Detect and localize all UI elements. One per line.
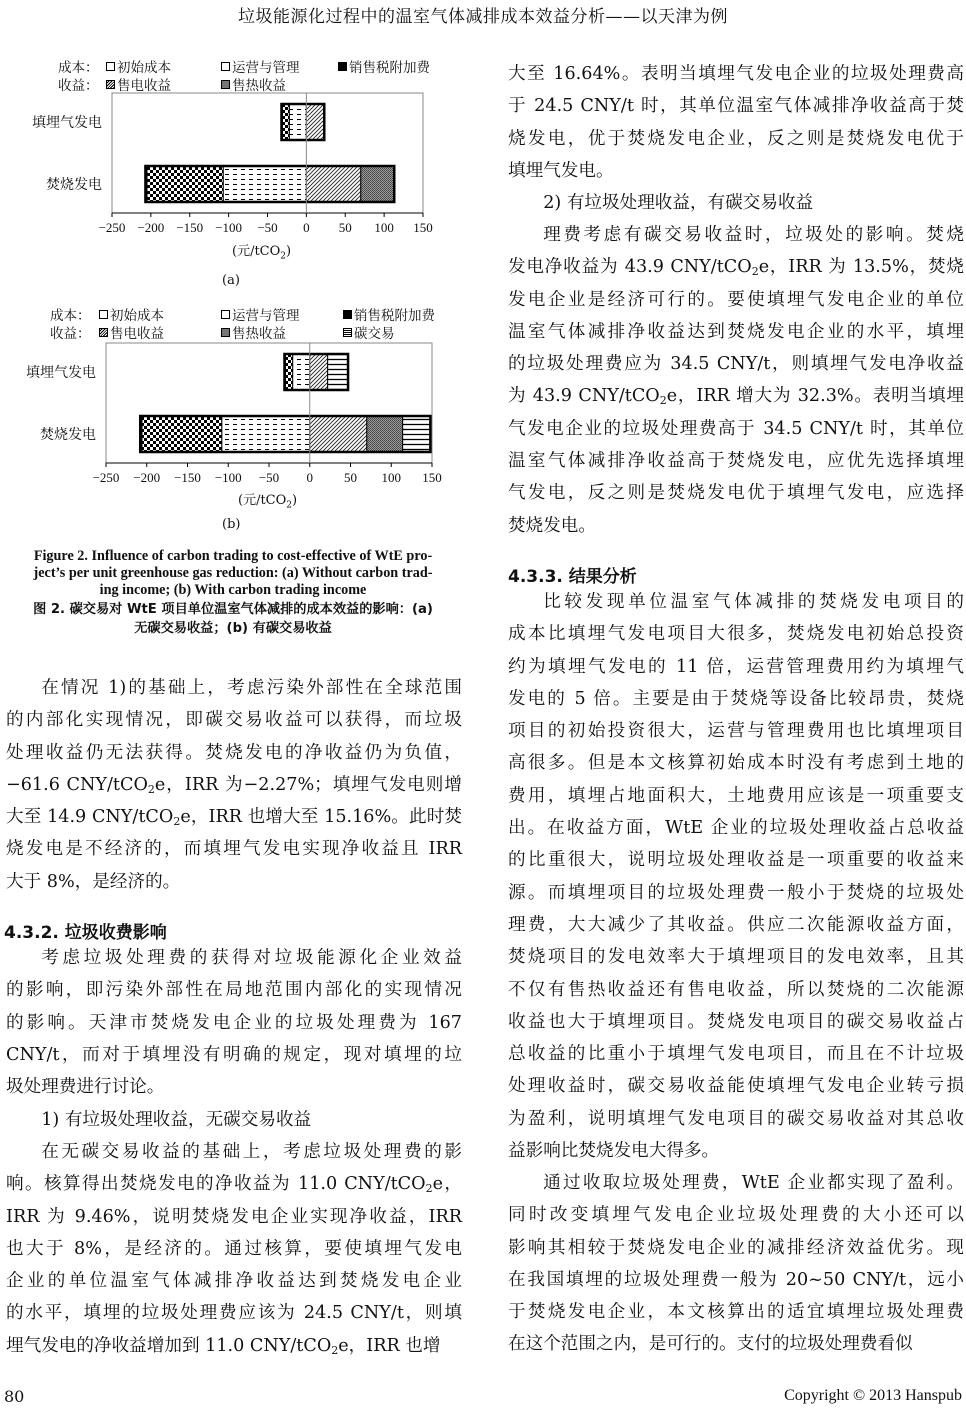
text-line: 费用，填埋占地面积大，土地费用应该是一项重要支 <box>508 785 964 806</box>
text-line: 大至 16.64%。表明当填埋气发电企业的垃圾处理费高 <box>508 64 964 84</box>
text-line: 气发电企业的垃圾处理费高于 34.5 CNY/t 时，其单位 <box>508 418 964 439</box>
bar-segment <box>142 416 222 452</box>
text-line: 的水平，填埋的垃圾处理费应该为 24.5 CNY/t，则填 <box>6 1303 462 1324</box>
text-line: 埋气发电的净收益增加到 11.0 CNY/tCO$_2$e，IRR 也增 <box>6 1335 441 1357</box>
figure-caption-english: Figure 2. Influence of carbon trading to cost-effective of WtE pro- ject’s per unit greenhouse gas reduction: (a) Without carbon trad- ing income; (b) With carbon trading income <box>33 548 433 598</box>
swatch-solid-icon <box>343 310 352 319</box>
text-line: 总收益的比重小于填埋气发电项目，而且在不计垃圾 <box>508 1044 964 1065</box>
bar-segment <box>328 354 348 390</box>
text-line: −61.6 CNY/tCO$_2$e，IRR 为−2.27%；填埋气发电则增 <box>6 774 462 796</box>
bar-segment <box>223 166 306 202</box>
category-label: 焚烧发电 <box>46 177 102 193</box>
legend-item-sales-tax: 销售税附加费 <box>338 56 430 76</box>
legend-cost-label: 成本： <box>50 308 91 324</box>
x-tick-label: 100 <box>381 470 401 485</box>
text-line: 1) 有垃圾处理收益，无碳交易收益 <box>41 1110 312 1130</box>
text-line: 的影响。天津市焚烧发电企业的垃圾处理费为 167 <box>6 1012 462 1033</box>
category-label: 填埋气发电 <box>26 365 96 381</box>
text-line: 烧发电，优于焚烧发电企业，反之则是焚烧发电优于 <box>508 128 964 149</box>
text-line: 通过收取垃圾处理费，WtE 企业都实现了盈利。 <box>543 1173 964 1193</box>
text-line: 发电净收益为 43.9 CNY/tCO$_2$e，IRR 为 13.5%，焚烧 <box>508 257 964 279</box>
text-line: 温室气体减排净收益高于焚烧发电，应优先选择填埋 <box>508 451 964 472</box>
bar-segment <box>306 166 360 202</box>
text-line: 发电的 5 倍。主要是由于焚烧等设备比较昂贵，焚烧 <box>508 688 964 709</box>
text-line: 项目的初始投资很大，运营与管理费用也比填埋项目 <box>508 721 964 742</box>
text-line: 影响其相较于焚烧发电企业的减排经济效益优劣。现 <box>508 1237 964 1258</box>
text-line: 的比重很大，说明垃圾处理收益是一项重要的收益来 <box>508 850 964 871</box>
swatch-diagonal-icon <box>99 328 108 337</box>
x-tick-label: 50 <box>344 470 357 485</box>
text-line: 温室气体减排净收益达到焚烧发电企业的水平，填埋 <box>508 321 964 342</box>
bar-segment <box>285 354 292 390</box>
swatch-diagonal-icon <box>106 80 115 89</box>
text-line: 发电企业是经济可行的。要使填埋气发电企业的单位 <box>508 289 964 310</box>
legend-item-om: 运营与管理 <box>221 56 300 76</box>
legend-item-initial-cost: 初始成本 <box>99 304 164 324</box>
text-line: 于 24.5 CNY/t 时，其单位温室气体减排净收益高于焚 <box>508 96 964 117</box>
x-tick-label: 150 <box>422 470 442 485</box>
legend-a <box>0 56 466 96</box>
text-line: 焚烧发电。 <box>508 515 596 536</box>
legend-b <box>0 304 466 344</box>
x-tick-label: −200 <box>137 220 165 235</box>
left-case1-title <box>6 1104 462 1136</box>
text-line: 出。在收益方面，WtE 企业的垃圾处理收益占总收益 <box>508 818 964 839</box>
category-label: 焚烧发电 <box>40 427 96 443</box>
bar-segment <box>147 166 223 202</box>
swatch-dashes-icon <box>106 62 115 71</box>
section-heading-4-3-3: 4.3.3. 结果分析 <box>508 567 637 587</box>
figure-caption-chinese: 图 2. 碳交易对 WtE 项目单位温室气体减排的成本效益的影响：(a) 无碳交易收益；(b) 有碳交易收益 <box>33 602 433 636</box>
text-line: 源。而填埋项目的垃圾处理费一般小于焚烧的垃圾处 <box>508 882 964 903</box>
bar-segment <box>293 354 310 390</box>
x-tick-label: −250 <box>92 470 120 485</box>
text-line: 大至 14.9 CNY/tCO$_2$e，IRR 也增大至 15.16%。此时焚 <box>6 807 462 829</box>
x-tick-label: −150 <box>174 470 201 485</box>
text-line: 的垃圾处理费应为 34.5 CNY/t，则填埋气发电净收益 <box>508 354 964 375</box>
swatch-dense-grey-icon <box>221 80 230 89</box>
text-line: 益影响比焚烧发电大得多。 <box>508 1141 720 1162</box>
legend-item-electricity: 售电收益 <box>106 74 171 94</box>
text-line: 填埋气发电。 <box>508 160 614 181</box>
swatch-dense-grey-icon <box>221 328 230 337</box>
text-line: 考虑垃圾处理费的获得对垃圾能源化企业效益 <box>41 948 462 968</box>
bar-segment <box>282 104 289 140</box>
subfigure-label-b: (b) <box>222 517 241 532</box>
x-tick-label: 0 <box>306 470 313 485</box>
swatch-checker-icon <box>221 62 230 71</box>
bar-segment <box>289 104 306 140</box>
text-line: 也大于 8%，是经济的。通过核算，要使填埋气发电 <box>6 1238 462 1259</box>
text-line: 圾处理费进行讨论。 <box>6 1077 165 1098</box>
text-line: CNY/t，而对于填埋没有明确的规定，现对填埋的垃 <box>6 1044 462 1065</box>
axis-unit-label-b: (元/tCO$_2$) <box>238 493 298 511</box>
text-line: 在无碳交易收益的基础上，考虑垃圾处理费的影 <box>41 1142 462 1162</box>
text-line: 2) 有垃圾处理收益，有碳交易收益 <box>543 193 814 213</box>
bar-segment <box>361 166 394 202</box>
text-line: 气发电，反之则是焚烧发电优于填埋气发电，应选择 <box>508 483 964 504</box>
legend-item-initial-cost: 初始成本 <box>106 56 171 76</box>
text-line: 在情况 1)的基础上，考虑污染外部性在全球范围 <box>41 678 462 698</box>
text-line: 焚烧项目的发电效率大于填埋项目的发电效率，且其 <box>508 947 964 968</box>
right-paragraph-results <box>508 586 964 1167</box>
text-line: 收益也大于填埋项目。焚烧发电项目的碳交易收益占 <box>508 1011 964 1032</box>
bar-segment <box>310 416 367 452</box>
text-line: 响。核算得出焚烧发电的净收益为 11.0 CNY/tCO$_2$e， <box>6 1174 462 1196</box>
text-line: IRR 为 9.46%，说明焚烧发电企业实现净收益，IRR <box>6 1206 462 1227</box>
text-line: 企业的单位温室气体减排净收益达到焚烧发电企业 <box>6 1271 462 1292</box>
section-heading-4-3-2: 4.3.2. 垃圾收费影响 <box>4 923 167 943</box>
text-line: 在这个范围之内，是可行的。支付的垃圾处理费看似 <box>508 1334 913 1355</box>
legend-item-om: 运营与管理 <box>221 304 300 324</box>
x-tick-label: 100 <box>374 220 394 235</box>
text-line: 烧发电是不经济的，而填埋气发电实现净收益且 IRR <box>6 839 462 860</box>
x-tick-label: 150 <box>413 220 433 235</box>
x-tick-label: 50 <box>338 220 352 235</box>
bar-segment <box>310 354 328 390</box>
swatch-checker-icon <box>221 310 230 319</box>
text-line: 成本比填埋气发电项目大很多，焚烧发电初始总投资 <box>508 624 964 645</box>
subfigure-label-a: (a) <box>222 273 240 288</box>
x-tick-label: −50 <box>258 470 280 485</box>
left-paragraph-carbon-trading <box>6 672 462 898</box>
text-line: 高很多。但是本文核算初始成本时没有考虑到土地的 <box>508 753 964 774</box>
right-case2-title <box>508 187 964 219</box>
x-tick-label: 0 <box>303 220 310 235</box>
x-tick-label: −250 <box>98 220 126 235</box>
text-line: 约为填埋气发电的 11 倍，运营管理费用约为填埋气 <box>508 656 964 677</box>
x-tick-label: −100 <box>215 220 243 235</box>
bar-segment <box>403 416 431 452</box>
swatch-dashes-icon <box>99 310 108 319</box>
text-line: 同时改变填埋气发电企业垃圾处理费的大小还可以 <box>508 1205 964 1226</box>
chart-b-plot <box>0 342 466 492</box>
text-line: 的影响，即污染外部性在局地范围内部化的实现情况 <box>6 980 462 1001</box>
bar-segment <box>306 104 324 140</box>
left-paragraph-waste-fee <box>6 942 462 1103</box>
text-line: 处理收益仍无法获得。焚烧发电的净收益仍为负值， <box>6 742 462 763</box>
copyright-notice: Copyright © 2013 Hanspub <box>784 1387 962 1404</box>
x-tick-label: −150 <box>176 220 204 235</box>
text-line: 理费，大大减少了其收益。供应二次能源收益方面， <box>508 914 964 935</box>
axis-unit-label-a: (元/tCO$_2$) <box>232 244 292 262</box>
legend-income-label: 收益： <box>50 326 91 342</box>
x-tick-label: −200 <box>133 470 161 485</box>
bar-segment <box>222 416 310 452</box>
x-tick-label: −50 <box>257 220 278 235</box>
legend-item-carbon: 碳交易 <box>343 322 395 342</box>
left-paragraph-case1 <box>6 1136 462 1362</box>
text-line: 为 43.9 CNY/tCO$_2$e，IRR 增大为 32.3%。表明当填埋 <box>508 386 964 408</box>
legend-item-sales-tax: 销售税附加费 <box>343 304 435 324</box>
legend-item-electricity: 售电收益 <box>99 322 164 342</box>
right-paragraph-continuation <box>508 58 964 187</box>
text-line: 大于 8%，是经济的。 <box>6 871 181 892</box>
right-paragraph-case2 <box>508 219 964 542</box>
text-line: 为盈利，说明填埋气发电项目的碳交易收益对其总收 <box>508 1108 964 1129</box>
text-line: 的内部化实现情况，即碳交易收益可以获得，而垃圾 <box>6 710 462 731</box>
legend-item-heat: 售热收益 <box>221 74 286 94</box>
text-line: 理费考虑有碳交易收益时，垃圾处的影响。焚烧 <box>543 225 964 245</box>
text-line: 于焚烧发电企业，本文核算出的适宜填埋垃圾处理费 <box>508 1302 964 1323</box>
legend-income-label: 收益： <box>58 78 99 94</box>
swatch-solid-icon <box>338 62 347 71</box>
category-label: 填埋气发电 <box>32 115 102 131</box>
legend-cost-label: 成本： <box>58 60 99 76</box>
swatch-hlines-icon <box>343 328 352 337</box>
legend-item-heat: 售热收益 <box>221 322 286 342</box>
x-tick-label: −100 <box>214 470 242 485</box>
text-line: 在我国填埋的垃圾处理费一般为 20~50 CNY/t，远小 <box>508 1269 964 1290</box>
text-line: 比较发现单位温室气体减排的焚烧发电项目的 <box>543 592 964 612</box>
page-number: 80 <box>4 1387 25 1406</box>
text-line: 处理收益时，碳交易收益能使填埋气发电企业转亏损 <box>508 1076 964 1097</box>
chart-a-plot <box>0 92 466 242</box>
running-head-title: 垃圾能源化过程中的温室气体减排成本效益分析——以天津为例 <box>238 7 728 27</box>
right-paragraph-conclusion <box>508 1167 964 1361</box>
text-line: 不仅有售热收益还有售电收益，所以焚烧的二次能源 <box>508 979 964 1000</box>
bar-segment <box>367 416 403 452</box>
